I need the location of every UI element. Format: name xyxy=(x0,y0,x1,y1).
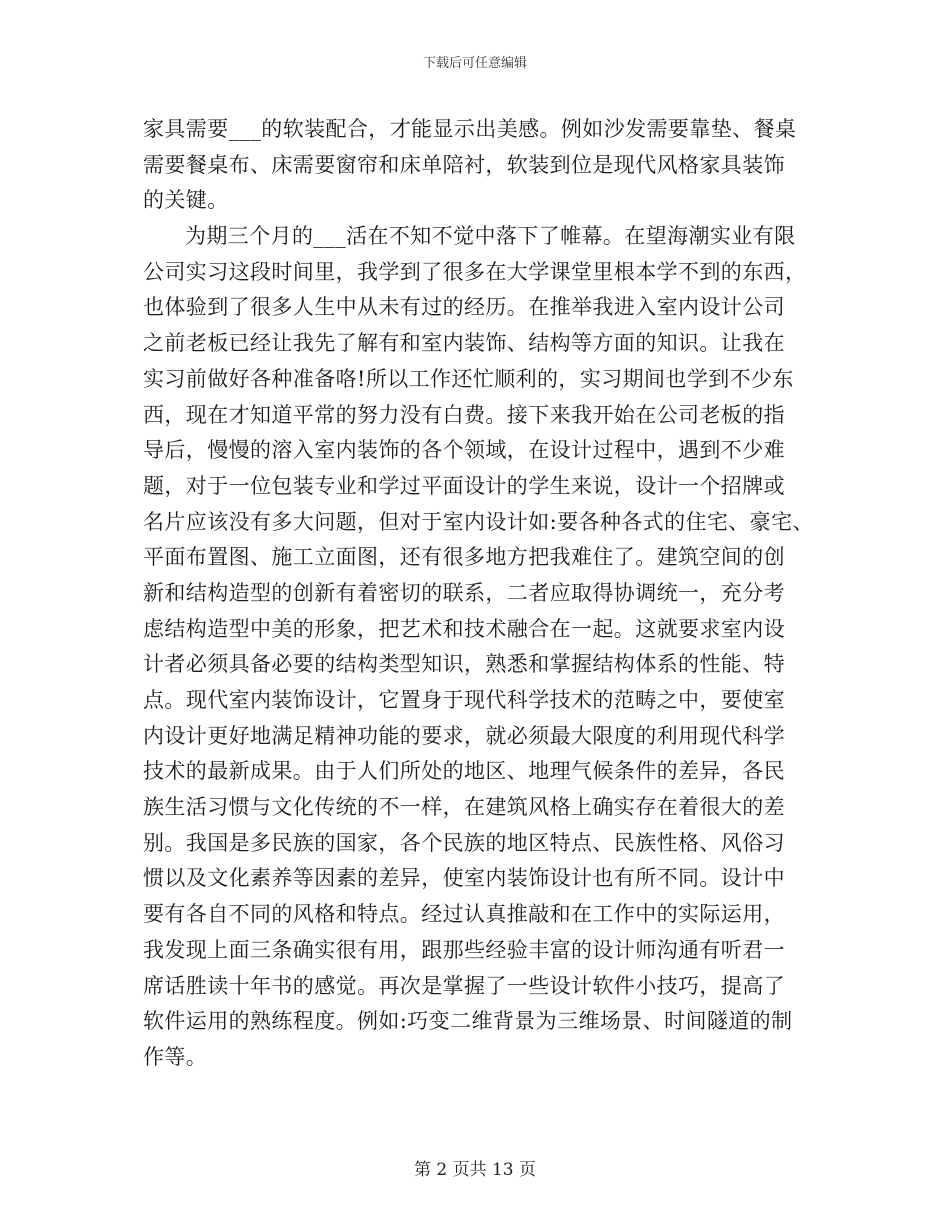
text-line: 要有各自不同的风格和特点。经过认真推敲和在工作中的实际运用， xyxy=(143,902,785,927)
text-line: 新和结构造型的创新有着密切的联系，二者应取得协调统一，充分考 xyxy=(143,580,785,605)
text-line: 公司实习这段时间里，我学到了很多在大学课堂里根本学不到的东西， xyxy=(143,259,807,284)
body-text xyxy=(143,112,833,1076)
text-line: 也体验到了很多人生中从未有过的经历。在推举我进入室内设计公司 xyxy=(143,295,785,320)
page-header: 下载后可任意编辑 xyxy=(422,56,527,71)
page-footer: 第 2 页共 13 页 xyxy=(413,1160,537,1180)
text-line: 的关键。 xyxy=(143,188,229,213)
text-line: 需要餐桌布、床需要窗帘和床单陪衬，软装到位是现代风格家具装饰 xyxy=(143,152,785,177)
text-line: 西，现在才知道平常的努力没有白费。接下来我开始在公司老板的指 xyxy=(143,402,785,427)
text-line: 之前老板已经让我先了解有和室内装饰、结构等方面的知识。让我在 xyxy=(143,331,785,356)
text-line: 技术的最新成果。由于人们所处的地区、地理气候条件的差异，各民 xyxy=(143,759,785,784)
text-line: 平面布置图、施工立面图，还有很多地方把我难住了。建筑空间的创 xyxy=(143,545,785,570)
text-line: 家具需要___的软装配合，才能显示出美感。例如沙发需要靠垫、餐桌 xyxy=(143,117,797,141)
text-line: 别。我国是多民族的国家，各个民族的地区特点、民族性格、风俗习 xyxy=(143,830,785,855)
text-line: 名片应该没有多大问题，但对于室内设计如:要各种各式的住宅、豪宅、 xyxy=(143,509,814,534)
text-line: 内设计更好地满足精神功能的要求，就必须最大限度的利用现代科学 xyxy=(143,723,785,748)
text-line: 实习前做好各种准备咯!所以工作还忙顺利的，实习期间也学到不少东 xyxy=(143,366,794,391)
text-line: 作等。 xyxy=(143,1044,208,1069)
text-line: 我发现上面三条确实很有用，跟那些经验丰富的设计师沟通有听君一 xyxy=(143,937,785,962)
text-line: 席话胜读十年书的感觉。再次是掌握了一些设计软件小技巧，提高了 xyxy=(143,973,785,998)
text-line: 题，对于一位包装专业和学过平面设计的学生来说，设计一个招牌或 xyxy=(143,473,785,498)
text-line: 族生活习惯与文化传统的不一样，在建筑风格上确实存在着很大的差 xyxy=(143,795,785,820)
text-line: 导后，慢慢的溶入室内装饰的各个领域，在设计过程中，遇到不少难 xyxy=(143,438,785,463)
text-line: 虑结构造型中美的形象，把艺术和技术融合在一起。这就要求室内设 xyxy=(143,616,785,641)
text-line: 软件运用的熟练程度。例如:巧变二维背景为三维场景、时间隧道的制 xyxy=(143,1009,793,1034)
text-line: 惯以及文化素养等因素的差异，使室内装饰设计也有所不同。设计中 xyxy=(143,866,785,891)
text-line: 计者必须具备必要的结构类型知识，熟悉和掌握结构体系的性能、特 xyxy=(143,652,785,677)
text-line: 点。现代室内装饰设计，它置身于现代科学技术的范畴之中，要使室 xyxy=(143,688,785,712)
paragraph-first-line: 为期三个月的___活在不知不觉中落下了帷幕。在望海潮实业有限 xyxy=(185,224,796,249)
